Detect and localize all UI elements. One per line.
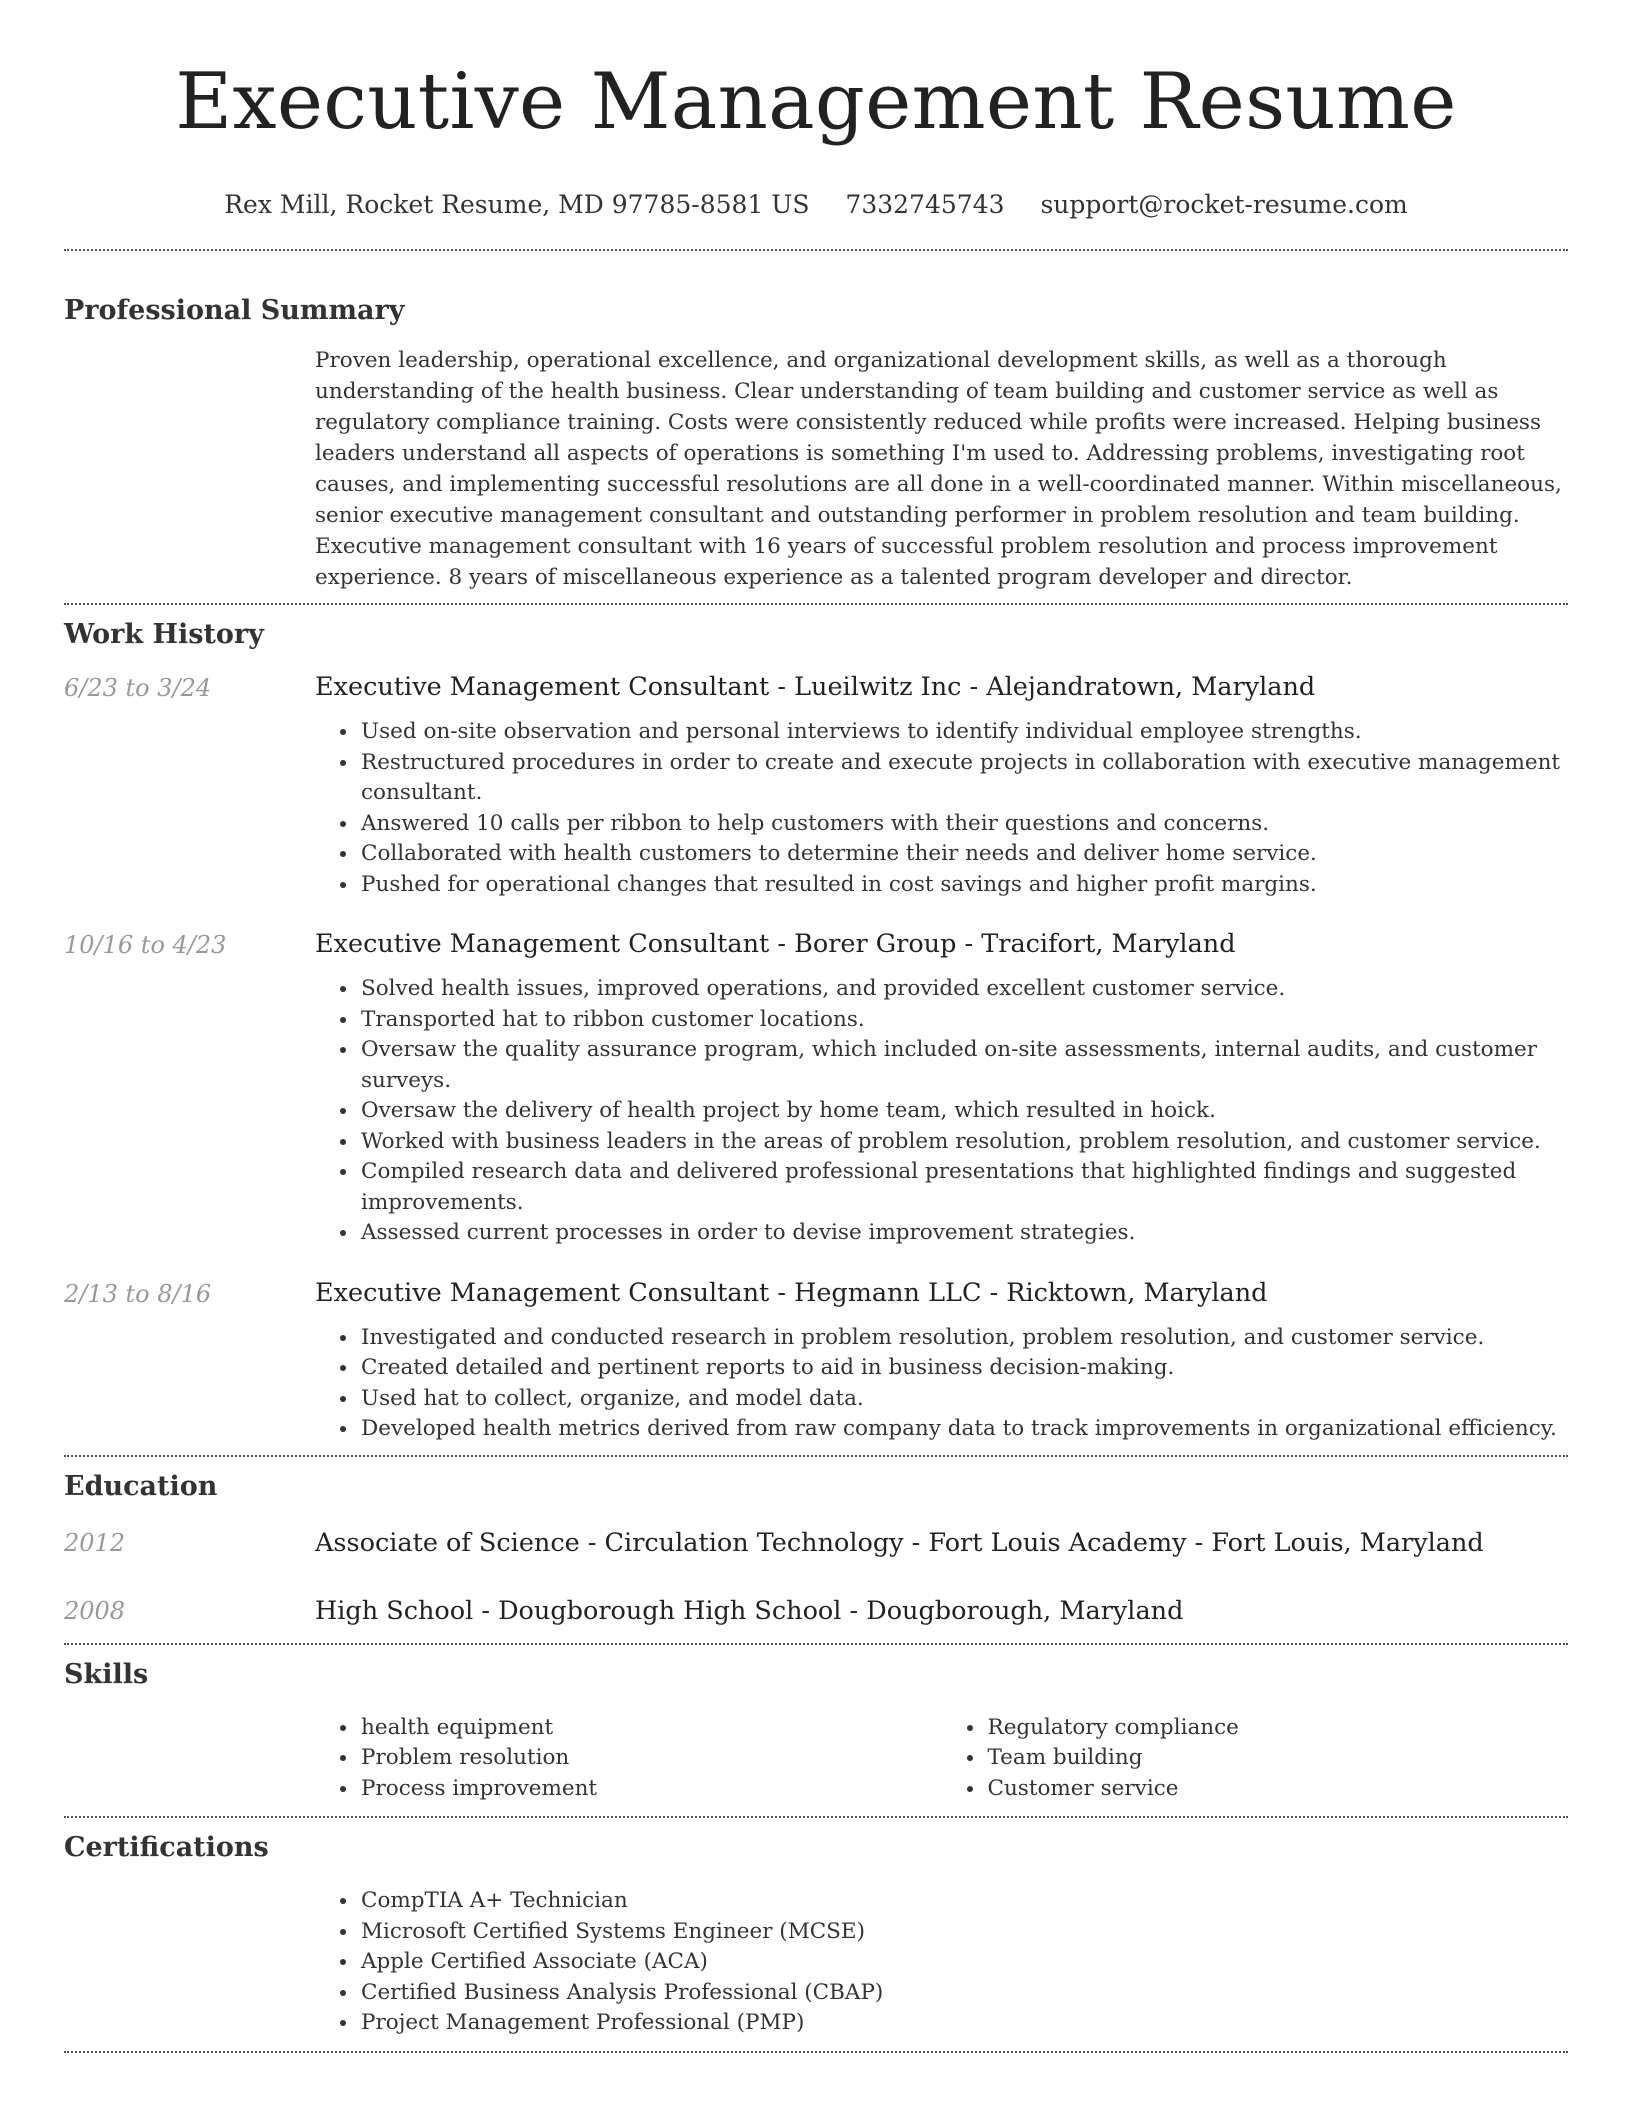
job-bullet: • Transported hat to ribbon customer locations. bbox=[359, 1005, 1568, 1036]
job-bullet: • Answered 10 calls per ribbon to help customers with their questions and concerns. bbox=[359, 809, 1568, 840]
job-bullet: • Assessed current processes in order to devise improvement strategies. bbox=[359, 1218, 1568, 1249]
job-bullet: • Solved health issues, improved operations, and provided excellent customer service. bbox=[359, 974, 1568, 1005]
skill-item: • Customer service bbox=[986, 1774, 1569, 1805]
certification-item: • CompTIA A+ Technician bbox=[359, 1886, 1568, 1917]
skills-heading: Skills bbox=[64, 1658, 149, 1690]
contact-line bbox=[0, 190, 1632, 219]
certification-item: • Microsoft Certified Systems Engineer (MCSE) bbox=[359, 1917, 1568, 1948]
contact-email: support@rocket-resume.com bbox=[1040, 190, 1408, 219]
skills-list-left bbox=[315, 1713, 942, 1805]
skill-item: • Process improvement bbox=[359, 1774, 942, 1805]
education-heading: Education bbox=[64, 1470, 218, 1502]
job-bullet: • Worked with business leaders in the areas of problem resolution, problem resolution, and customer service. bbox=[359, 1127, 1568, 1158]
certification-item: • Certified Business Analysis Professional (CBAP) bbox=[359, 1978, 1568, 2009]
job-date: 10/16 to 4/23 bbox=[64, 931, 227, 959]
job-bullet: • Created detailed and pertinent reports to aid in business decision-making. bbox=[359, 1353, 1568, 1384]
certifications-section bbox=[0, 1818, 1632, 2039]
education-entry bbox=[64, 1521, 1568, 1565]
job-title: Executive Management Consultant - Hegmann LLC - Ricktown, Maryland bbox=[315, 1277, 1268, 1308]
skills-section bbox=[0, 1645, 1632, 1817]
job-bullet: • Used on-site observation and personal interviews to identify individual employee strengths. bbox=[359, 717, 1568, 748]
education-title: Associate of Science - Circulation Technology - Fort Louis Academy - Fort Louis, Maryland bbox=[315, 1527, 1484, 1558]
education-date: 2008 bbox=[64, 1596, 126, 1625]
job-entry bbox=[64, 1271, 1568, 1445]
skills-grid bbox=[315, 1695, 1568, 1817]
skill-item: • Problem resolution bbox=[359, 1743, 942, 1774]
education-section bbox=[0, 1457, 1632, 1633]
job-bullet: • Pushed for operational changes that resulted in cost savings and higher profit margins. bbox=[359, 870, 1568, 901]
job-bullet: • Investigated and conducted research in problem resolution, problem resolution, and customer service. bbox=[359, 1323, 1568, 1354]
job-title: Executive Management Consultant - Borer Group - Tracifort, Maryland bbox=[315, 929, 1236, 959]
job-bullets bbox=[315, 717, 1568, 900]
job-date: 2/13 to 8/16 bbox=[64, 1279, 212, 1308]
certification-item: • Apple Certified Associate (ACA) bbox=[359, 1947, 1568, 1978]
job-bullet: • Developed health metrics derived from raw company data to track improvements in organizational efficiency. bbox=[359, 1414, 1568, 1445]
work-history-heading: Work History bbox=[64, 619, 264, 650]
job-date: 6/23 to 3/24 bbox=[64, 674, 212, 702]
job-bullets bbox=[315, 974, 1568, 1249]
certification-item: • Project Management Professional (PMP) bbox=[359, 2008, 1568, 2039]
job-bullet: • Oversaw the delivery of health project by home team, which resulted in hoick. bbox=[359, 1096, 1568, 1127]
summary-heading: Professional Summary bbox=[64, 295, 405, 326]
job-bullet: • Compiled research data and delivered professional presentations that highlighted findings and suggested improvements. bbox=[359, 1157, 1568, 1218]
job-bullet: • Collaborated with health customers to determine their needs and deliver home service. bbox=[359, 839, 1568, 870]
summary-text: Proven leadership, operational excellence, and organizational development skills, as well as a thorough understanding of the health business. Clear understanding of team building and customer service as well as regulatory compliance training. Costs were consistently reduced while profits were increased. Helping business leaders understand all aspects of operations is something I'm used to. Addressing problems, investigating root causes, and implementing successful resolutions are all done in a well-coordinated manner. Within miscellaneous, senior executive management consultant and outstanding performer in problem resolution and team building. Executive management consultant with 16 years of successful problem resolution and process improvement experience. 8 years of miscellaneous experience as a talented program developer and director. bbox=[315, 348, 1562, 590]
skill-item: • Regulatory compliance bbox=[986, 1713, 1569, 1744]
education-entry bbox=[64, 1589, 1568, 1633]
job-bullets bbox=[315, 1323, 1568, 1445]
resume-title: Executive Management Resume bbox=[175, 57, 1457, 147]
skill-item: • Team building bbox=[986, 1743, 1569, 1774]
education-date: 2012 bbox=[64, 1528, 126, 1557]
resume-header bbox=[0, 0, 1632, 219]
education-title: High School - Dougborough High School - Dougborough, Maryland bbox=[315, 1595, 1184, 1626]
work-history-section bbox=[0, 605, 1632, 1445]
contact-address: Rex Mill, Rocket Resume, MD 97785-8581 US bbox=[224, 190, 810, 219]
job-entry bbox=[64, 665, 1568, 900]
job-bullet: • Oversaw the quality assurance program, which included on-site assessments, internal audits, and customer surveys. bbox=[359, 1035, 1568, 1096]
job-bullet: • Used hat to collect, organize, and model data. bbox=[359, 1384, 1568, 1415]
summary-section bbox=[0, 251, 1632, 593]
job-entry bbox=[64, 922, 1568, 1249]
section-divider bbox=[64, 2051, 1568, 2053]
certifications-heading: Certifications bbox=[64, 1832, 269, 1863]
skills-list-right bbox=[942, 1713, 1569, 1805]
job-bullet: • Restructured procedures in order to create and execute projects in collaboration with executive management consultant. bbox=[359, 748, 1568, 809]
contact-phone: 7332745743 bbox=[845, 190, 1005, 219]
job-title: Executive Management Consultant - Lueilwitz Inc - Alejandratown, Maryland bbox=[315, 672, 1316, 702]
skill-item: • health equipment bbox=[359, 1713, 942, 1744]
certifications-list bbox=[315, 1886, 1568, 2039]
